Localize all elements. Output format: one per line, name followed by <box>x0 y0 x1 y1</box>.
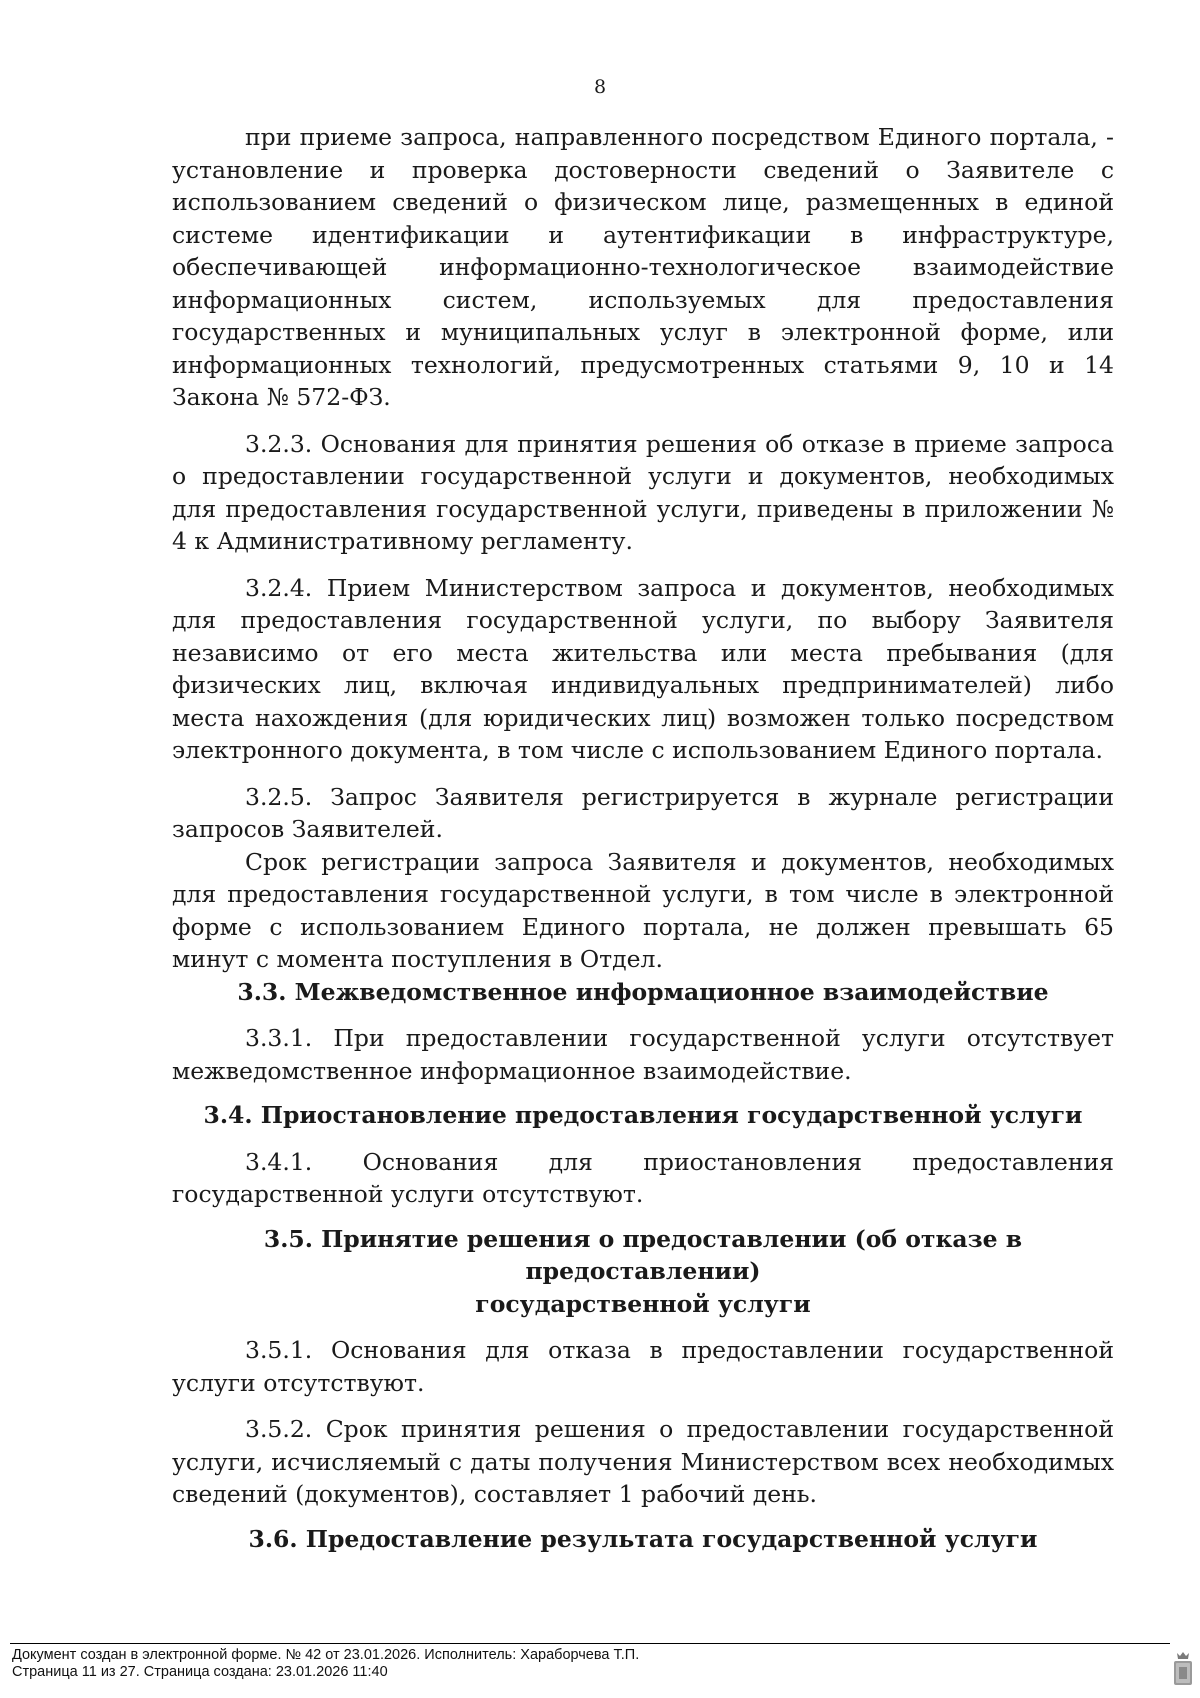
section-heading-3-4: 3.4. Приостановление предоставления государственной услуги <box>203 1101 1083 1129</box>
paragraph-registration-deadline: Срок регистрации запроса Заявителя и документов, необходимых для предоставления государственной услуги, в том числе в электронной форме с использованием Единого портала, не должен превышать 65 минут с момента поступления в Отдел. <box>172 847 1114 973</box>
paragraph-3-5-2: 3.5.2. Срок принятия решения о предоставлении государственной услуги, исчисляемый с даты получения Министерством всех необходимых сведений (документов), составляет 1 рабочий день. <box>172 1415 1114 1508</box>
section-heading-3-5 <box>172 1223 1114 1321</box>
paragraph-3-5-1: 3.5.1. Основания для отказа в предоставлении государственной услуги отсутствуют. <box>172 1336 1114 1397</box>
paragraph-3-2-5: 3.2.5. Запрос Заявителя регистрируется в журнале регистрации запросов Заявителей. <box>172 782 1114 843</box>
page-number: 8 <box>593 76 607 98</box>
section-heading-3-6: 3.6. Предоставление результата государственной услуги <box>248 1524 1038 1553</box>
paragraph-3-3-1: 3.3.1. При предоставлении государственной услуги отсутствует межведомственное информационное взаимодействие. <box>172 1024 1114 1085</box>
section-heading-3-3: 3.3. Межведомственное информационное взаимодействие <box>237 977 1049 1006</box>
footer-page-info: Страница 11 из 27. Страница создана: 23.01.2026 11:40 <box>12 1664 388 1680</box>
paragraph-3-4-1: 3.4.1. Основания для приостановления предоставления государственной услуги отсутствуют. <box>172 1147 1114 1208</box>
document-footer <box>12 1647 639 1681</box>
section-heading-3-5-line2: государственной услуги <box>475 1289 811 1318</box>
paragraph-3-2-4: 3.2.4. Прием Министерством запроса и документов, необходимых для предоставления государственной услуги, по выбору Заявителя независимо от его места жительства или места пребывания (для физических лиц, включая индивидуальных предпринимателей) либо места нахождения (для юридических лиц) возможен только посредством электронного документа, в том числе с использованием Единого портала. <box>172 573 1114 764</box>
coat-of-arms-icon <box>1172 1650 1194 1688</box>
document-body <box>172 121 1114 1555</box>
paragraph-3-2-3: 3.2.3. Основания для принятия решения об отказе в приеме запроса о предоставлении государственной услуги и документов, необходимых для предоставления государственной услуги, приведены в приложении № 4 к Административному регламенту. <box>172 429 1114 555</box>
footer-divider <box>10 1643 1170 1644</box>
paragraph-portal-verification: при приеме запроса, направленного посредством Единого портала, - установление и проверка достоверности сведений о Заявителе с использованием сведений о физическом лице, размещенных в единой системе идентификации и аутентификации в инфраструктуре, обеспечивающей информационно-технологическое взаимодействие информационных систем, используемых для предоставления государственных и муниципальных услуг в электронной форме, или информационных технологий, предусмотренных статьями 9, 10 и 14 Закона № 572-ФЗ. <box>172 123 1114 411</box>
section-heading-3-5-line1: 3.5. Принятие решения о предоставлении (об отказе в предоставлении) <box>263 1224 1023 1285</box>
footer-document-info: Документ создан в электронной форме. № 42 от 23.01.2026. Исполнитель: Хараборчева Т.П. <box>12 1647 640 1663</box>
